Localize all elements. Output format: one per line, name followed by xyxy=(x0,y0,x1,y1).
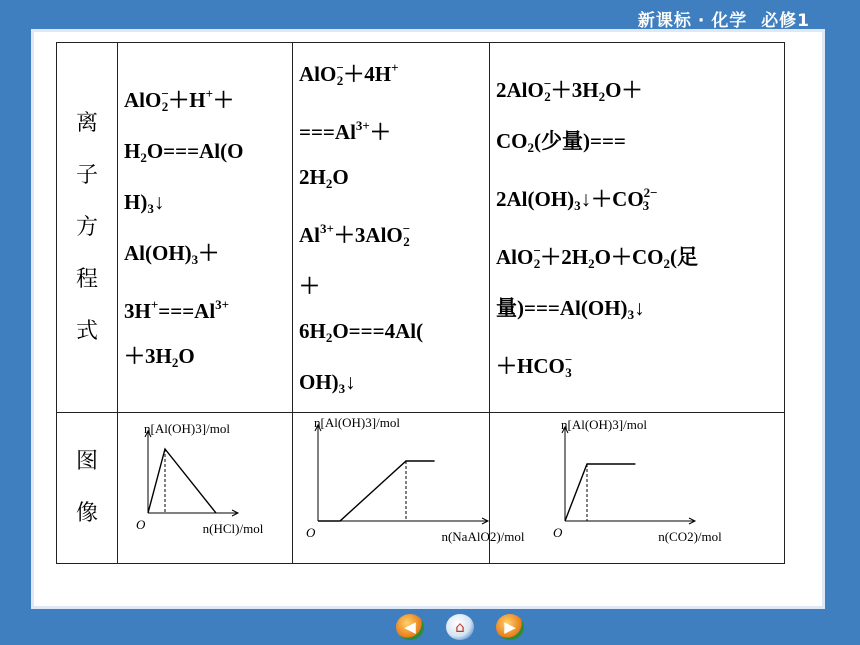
equation-cell-co2 xyxy=(490,43,785,413)
graph-row xyxy=(57,413,785,564)
equation-line: $AlO^-_2+2H_2O+CO_2$(足 xyxy=(496,242,698,271)
equation-line: $2H_2O$ xyxy=(299,164,349,191)
volume-label: 必修1 xyxy=(761,11,810,31)
equation-line: $Al^{3+}+3AlO^-_2$ xyxy=(299,220,411,249)
equation-line: $3H^+===Al^{3+}$ xyxy=(124,296,230,323)
equation-cell-hcl xyxy=(118,43,293,413)
book-label: 新课标 xyxy=(637,11,692,31)
equation-line: AlO−$_2$＋4H+ xyxy=(299,59,399,88)
origin-label: O xyxy=(553,525,563,540)
graph-cell-naalo2 xyxy=(293,413,525,564)
label-char: 方 xyxy=(75,214,98,240)
data-series-line xyxy=(148,449,216,513)
equation-cell-naalo2 xyxy=(293,43,490,413)
graph-cell-co2 xyxy=(490,413,785,564)
equation-line: $===Al^{3+}+$ xyxy=(299,117,391,144)
equation-line: $+HCO^-_3$ xyxy=(496,351,573,380)
slide-header xyxy=(638,6,810,31)
prev-slide-button[interactable] xyxy=(396,614,424,640)
equation-line: 量)$===Al(OH)_3↓$ xyxy=(496,295,645,322)
graph-co2 xyxy=(490,413,784,563)
equation-line: $2Al(OH)_3↓+CO^{2-}_3$ xyxy=(496,184,658,213)
equation-line: AlO−$_2$＋H+＋ xyxy=(124,85,235,114)
reaction-table xyxy=(56,42,785,564)
home-icon: ⌂ xyxy=(455,618,465,636)
graph-hcl xyxy=(118,413,292,563)
home-button[interactable] xyxy=(446,614,474,640)
y-axis-label: n[Al(OH)3]/mol xyxy=(561,417,647,432)
equation-line: $H_2O===Al(O$ xyxy=(124,138,244,165)
subject-label: 化学 xyxy=(711,11,748,31)
next-arrow-icon: ▶ xyxy=(504,618,516,636)
equation-line: $OH)_3↓$ xyxy=(299,369,356,396)
y-axis-label: n[Al(OH)3]/mol xyxy=(144,421,230,436)
label-char: 子 xyxy=(75,162,98,188)
header-separator: · xyxy=(697,11,706,31)
graph-naalo2 xyxy=(293,413,525,563)
equation-line: $CO_2$(少量)=== xyxy=(496,128,626,155)
label-char: 图 xyxy=(75,449,98,474)
x-axis-label: n(HCl)/mol xyxy=(202,521,264,536)
equation-line: $6H_2O===4Al$( xyxy=(299,318,424,345)
equation-row xyxy=(57,43,785,413)
equation-line: $+3H_2O$ xyxy=(124,343,195,370)
x-axis-label: n(NaAlO2)/mol xyxy=(441,529,525,544)
y-axis-label: n[Al(OH)3]/mol xyxy=(314,415,400,430)
x-axis-label: n(CO2)/mol xyxy=(658,529,722,544)
data-series-line xyxy=(318,461,435,521)
origin-label: O xyxy=(136,517,146,532)
equation-line: $Al(OH)_3+$ xyxy=(124,240,220,267)
equation-row-label xyxy=(57,43,118,413)
data-series-line xyxy=(565,464,635,521)
label-char: 像 xyxy=(75,501,98,526)
label-char: 式 xyxy=(75,318,98,344)
equation-line: ＋ xyxy=(299,273,320,298)
equation-line: $H)_3↓$ xyxy=(124,189,165,216)
content-panel xyxy=(34,32,822,606)
equation-line: $2AlO^-_2+3H_2O+$ xyxy=(496,75,643,104)
label-char: 离 xyxy=(75,110,98,136)
graph-row-label xyxy=(57,413,118,564)
label-char: 程 xyxy=(75,266,98,292)
graph-cell-hcl xyxy=(118,413,293,564)
next-slide-button[interactable] xyxy=(496,614,524,640)
prev-arrow-icon: ◀ xyxy=(404,618,416,636)
origin-label: O xyxy=(306,525,316,540)
